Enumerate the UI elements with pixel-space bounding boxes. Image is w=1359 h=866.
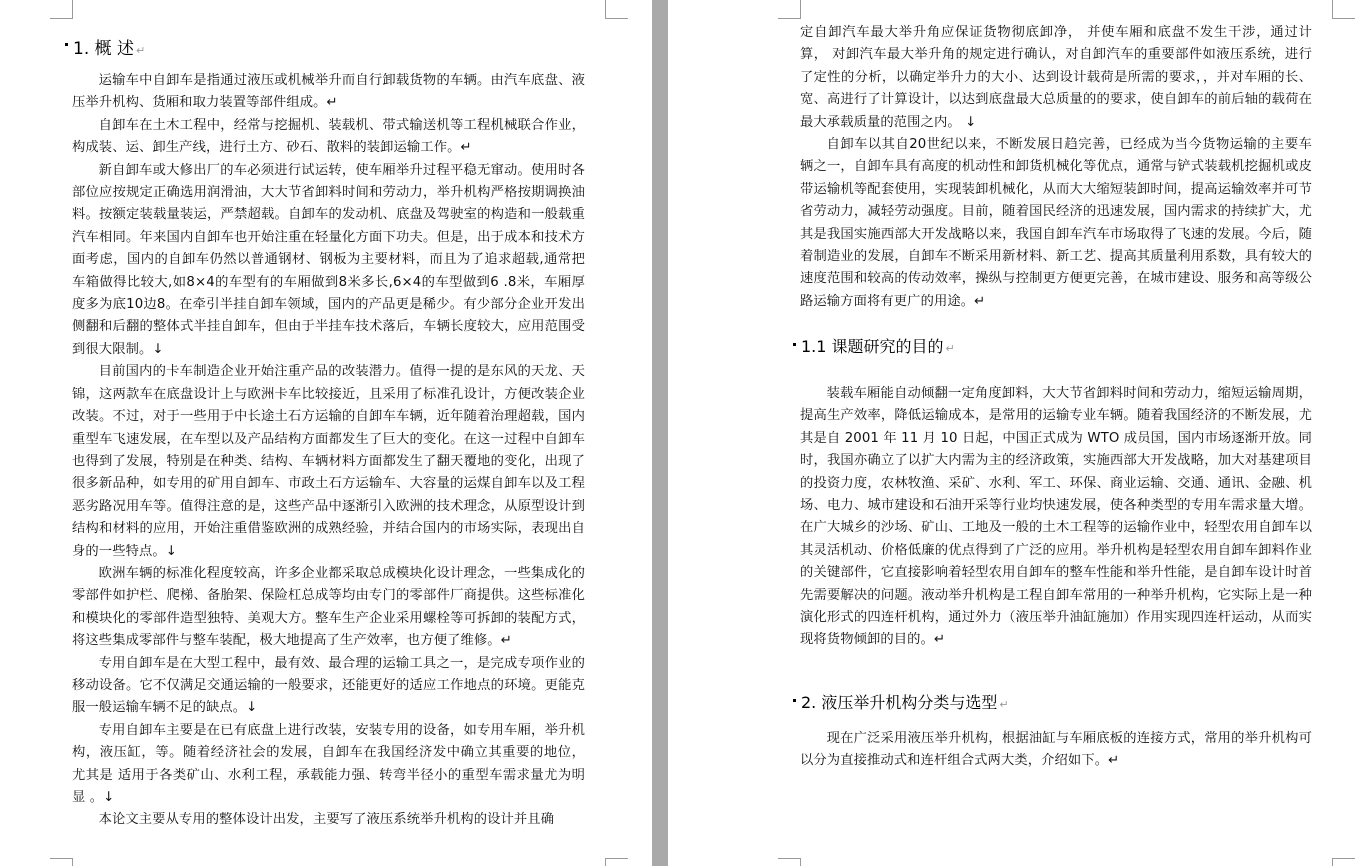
section-heading-research-purpose xyxy=(801,334,955,357)
body-text-right-bottom[interactable] xyxy=(800,728,1312,773)
margin-corner-mark xyxy=(50,858,73,866)
margin-corner-mark xyxy=(605,858,628,866)
paragraph-continuation[interactable]: 定自卸汽车最大举升角应保证货物彻底卸净， 并使车厢和底盘不发生干涉，通过计算， 对卸汽车最大举升角的规定进行确认，对自卸汽车的重要部件如液压系统，进行了定性的分析，以确定举升力的大小、达到设计载荷是所需的要求，，并对车厢的长、宽、高进行了计算设计，以达到底盘最大总质量的的要求，使自卸车的前后轴的载荷在最大承载质量的范围之内。 ↓ xyxy=(800,25,1312,130)
heading-text: 2. 液压举升机构分类与选型 xyxy=(801,693,998,712)
paragraph[interactable]: 目前国内的卡车制造企业开始注重产品的改装潜力。值得一提的是东风的天龙、天锦，这两款车在底盘设计上与欧洲卡车比较接近，且采用了标准孔设计，方便改装企业改装。不过，对于一些用于中长途土石方运输的自卸车车辆，近年随着治理超载，国内重型车飞速发展，在车型以及产品结构方面都发生了巨大的变化。在这一过程中自卸车也得到了发展，特别是在种类、结构、车辆材料方面都发生了翻天覆地的变化，出现了很多新品种，如专用的矿用自卸车、市政土石方运输车、大容量的运煤自卸车以及工程恶劣路况用车等。值得注意的是，这些产品中逐渐引入欧洲的技术理念，从原型设计到结构和材料的应用，开始注重借鉴欧洲的成熟经验，并结合国内的市场实际，表现出自身的一些特点。↓ xyxy=(72,364,585,559)
heading-text: 1. 概 述 xyxy=(73,39,135,59)
paragraph-mark-icon: ↵ xyxy=(945,342,955,355)
paragraph[interactable]: 本论文主要从专用的整体设计出发，主要写了液压系统举升机构的设计并且确 xyxy=(98,812,555,828)
paragraph[interactable]: 运输车中自卸车是指通过液压或机械举升而自行卸载货物的车辆。由汽车底盘、液压举升机构、货厢和取力装置等部件组成。↵ xyxy=(72,73,585,111)
section-heading-hydraulic-lift xyxy=(801,690,1009,713)
body-text-right-top[interactable] xyxy=(800,22,1312,313)
paragraph[interactable]: 装载车厢能自动倾翻一定角度卸料，大大节省卸料时间和劳动力，缩短运输周期，提高生产效率，降低运输成本，是常用的运输专业车辆。随着我国经济的不断发展，尤其是自 2001 年 11 月 10 日起，中国正式成为 WTO 成员国，国内市场逐渐开放。同时，我国亦确立了以扩大内需为主的经济政策，实施西部大开发战略，加大对基建项目的投资力度，农林牧渔、采矿、水利、军工、环保、商业运输、交通、通讯、金融、机场、电力、城市建设和石油开采等行业均快速发展，使各种类型的专用车需求量大增。在广大城乡的沙场、矿山、工地及一般的土木工程等的运输作业中，轻型农用自卸车以其灵活机动、价格低廉的优点得到了广泛的应用。举升机构是轻型农用自卸车卸料作业的关键部件，它直接影响着轻型农用自卸车的整车性能和举升性能，是自卸车设计时首先需要解决的问题。液动举升机构是工程自卸车常用的一种举升机构，它实际上是一种演化形式的四连杆机构，通过外力（液压举升油缸施加）作用实现四连杆运动，从而实现将货物倾卸的目的。↵ xyxy=(800,386,1312,648)
margin-corner-mark xyxy=(1332,0,1355,19)
document-page-right xyxy=(668,0,1359,866)
heading-text: 1.1 课题研究的目的 xyxy=(801,337,944,356)
margin-corner-mark xyxy=(50,0,73,19)
paragraph[interactable]: 自卸车以其自20世纪以来，不断发展日趋完善，已经成为当今货物运输的主要车辆之一，自卸车具有高度的机动性和卸货机械化等优点，通常与铲式装载机挖掘机或皮带运输机等配套使用，实现装卸机械化，从而大大缩短装卸时间，提高运输效率并可节省劳动力，减轻劳动强度。目前，随着国民经济的迅速发展，国内需求的持续扩大，尤其是我国实施西部大开发战略以来，我国自卸车汽车市场取得了飞速的发展。今后，随着制造业的发展，自卸车不断采用新材料、新工艺、提高其质量利用系数，具有较大的速度范围和较高的传动效率，操纵与控制更方便更完善，在城市建设、服务和高等级公路运输方面将有更广的用途。↵ xyxy=(800,137,1312,309)
margin-corner-mark xyxy=(1332,858,1355,866)
page-top-edge xyxy=(668,0,1359,5)
paragraph[interactable]: 现在广泛采用液压举升机构，根据油缸与车厢底板的连接方式，常用的举升机构可以分为直接推动式和连杆组合式两大类，介绍如下。↵ xyxy=(800,731,1312,769)
document-page-left xyxy=(0,0,652,866)
page-top-edge xyxy=(0,0,652,5)
paragraph-mark-icon: ↵ xyxy=(999,698,1009,711)
paragraph[interactable]: 专用自卸车主要是在已有底盘上进行改装，安装专用的设备，如专用车厢，举升机构，液压缸，等。随着经济社会的发展，自卸车在我国经济发中确立其重要的地位， 尤其是 适用于各类矿山、水利工程，承载能力强、转弯半径小的重型车需求量尤为明显 。↓ xyxy=(72,722,585,805)
paragraph[interactable]: 欧洲车辆的标准化程度较高，许多企业都采取总成模块化设计理念，一些集成化的零部件如护栏、爬梯、备胎架、保险杠总成等均由专门的零部件厂商提供。这些标准化和模块化的零部件造型独特、美观大方。整车生产企业采用螺栓等可拆卸的装配方式，将这些集成零部件与整车装配，极大地提高了生产效率，也方便了维修。↵ xyxy=(72,565,585,649)
margin-corner-mark xyxy=(605,0,628,19)
section-heading-overview xyxy=(73,34,145,59)
margin-corner-mark xyxy=(778,0,801,19)
margin-corner-mark xyxy=(778,858,801,866)
body-text-left[interactable] xyxy=(72,70,585,832)
paragraph[interactable]: 自卸车在土木工程中，经常与挖掘机、装载机、带式输送机等工程机械联合作业，构成装、运、卸生产线，进行土方、砂石、散料的装卸运输工作。↵ xyxy=(72,117,585,156)
paragraph[interactable]: 新自卸车或大修出厂的车必须进行试运转，使车厢举升过程平稳无窜动。使用时各部位应按规定正确选用润滑油，大大节省卸料时间和劳动力，举升机构严格按期调换油料。按额定装载量装运，严禁超载。自卸车的发动机、底盘及驾驶室的构造和一般载重汽车相同。年来国内自卸车也开始注重在轻量化方面下功夫。但是，出于成本和技术方面考虑，国内的自卸车仍然以普通钢材、钢板为主要材料，而且为了追求超载,通常把车箱做得比较大,如8×4的车型有的车厢做到8米多长,6×4的车型做到6 .8米，车厢厚度多为底10边8。在牵引半挂自卸车领域，国内的产品更是稀少。有少部分企业开发出侧翻和后翻的整体式半挂自卸车，但由于半挂车技术落后，车辆长度较大，应用范围受到很大限制。↓ xyxy=(72,162,585,357)
paragraph[interactable]: 专用自卸车是在大型工程中，最有效、最合理的运输工具之一，是完成专项作业的移动设备。它不仅满足交通运输的一般要求，还能更好的适应工作地点的环境。更能克服一般运输车辆不足的缺点。↓ xyxy=(72,655,585,716)
body-text-right-middle[interactable] xyxy=(800,383,1312,652)
paragraph-mark-icon: ↵ xyxy=(136,44,146,57)
